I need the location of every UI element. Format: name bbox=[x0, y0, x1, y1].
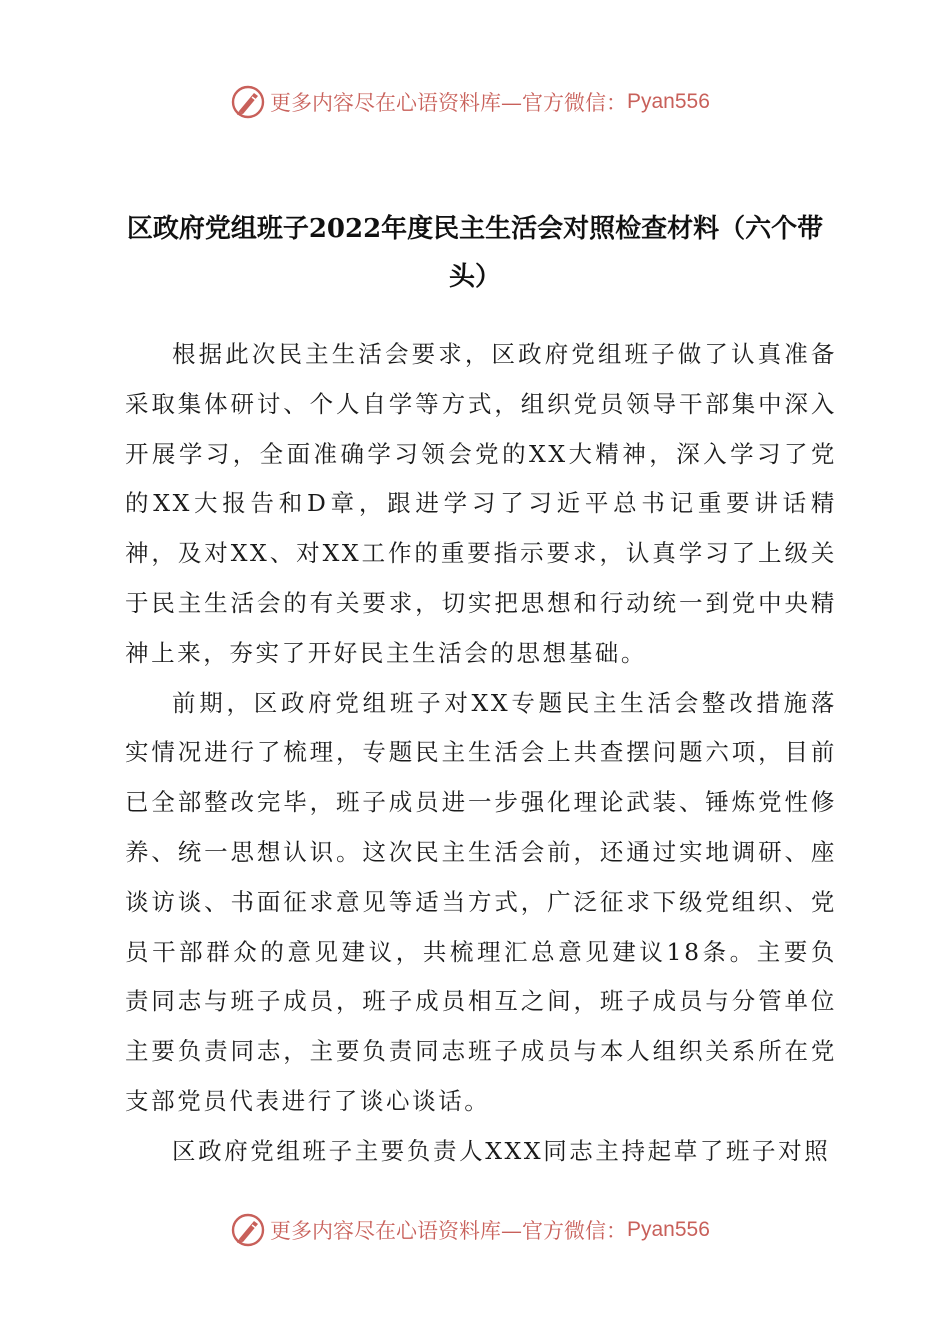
document-body bbox=[125, 330, 837, 1177]
watermark-text: 更多内容尽在心语资料库—官方微信： bbox=[270, 1219, 627, 1243]
pen-logo-icon bbox=[230, 84, 266, 120]
watermark-banner-top bbox=[230, 82, 750, 122]
watermark-text: 更多内容尽在心语资料库—官方微信： bbox=[270, 91, 627, 115]
watermark-handle: Pyan556 bbox=[627, 90, 710, 113]
watermark-handle: Pyan556 bbox=[627, 1218, 710, 1241]
paragraph-3: 区政府党组班子主要负责人XXX同志主持起草了班子对照 bbox=[172, 1136, 831, 1165]
paragraph-1: 根据此次民主生活会要求，区政府党组班子做了认真准备采取集体研讨、个人自学等方式，组织党员领导干部集中深入开展学习，全面准确学习领会党的XX大精神，深入学习了党的XX大报告和D章，跟进学习了习近平总书记重要讲话精神，及对XX、对XX工作的重要指示要求，认真学习了上级关于民主生活会的有关要求，切实把思想和行动统一到党中央精神上来，夯实了开好民主生活会的思想基础。 bbox=[125, 340, 837, 667]
pen-logo-icon bbox=[230, 1212, 266, 1248]
paragraph-2: 前期，区政府党组班子对XX专题民主生活会整改措施落实情况进行了梳理，专题民主生活会上共查摆问题六项，目前已全部整改完毕，班子成员进一步强化理论武装、锤炼党性修养、统一思想认识。这次民主生活会前，还通过实地调研、座谈访谈、书面征求意见等适当方式，广泛征求下级党组织、党员干部群众的意见建议，共梳理汇总意见建议18条。主要负责同志与班子成员，班子成员相互之间，班子成员与分管单位主要负责同志，主要负责同志班子成员与本人组织关系所在党支部党员代表进行了谈心谈话。 bbox=[125, 688, 837, 1115]
watermark-banner-bottom bbox=[230, 1210, 750, 1250]
document-title: 区政府党组班子2022年度民主生活会对照检查材料（六个带头） bbox=[126, 214, 824, 292]
